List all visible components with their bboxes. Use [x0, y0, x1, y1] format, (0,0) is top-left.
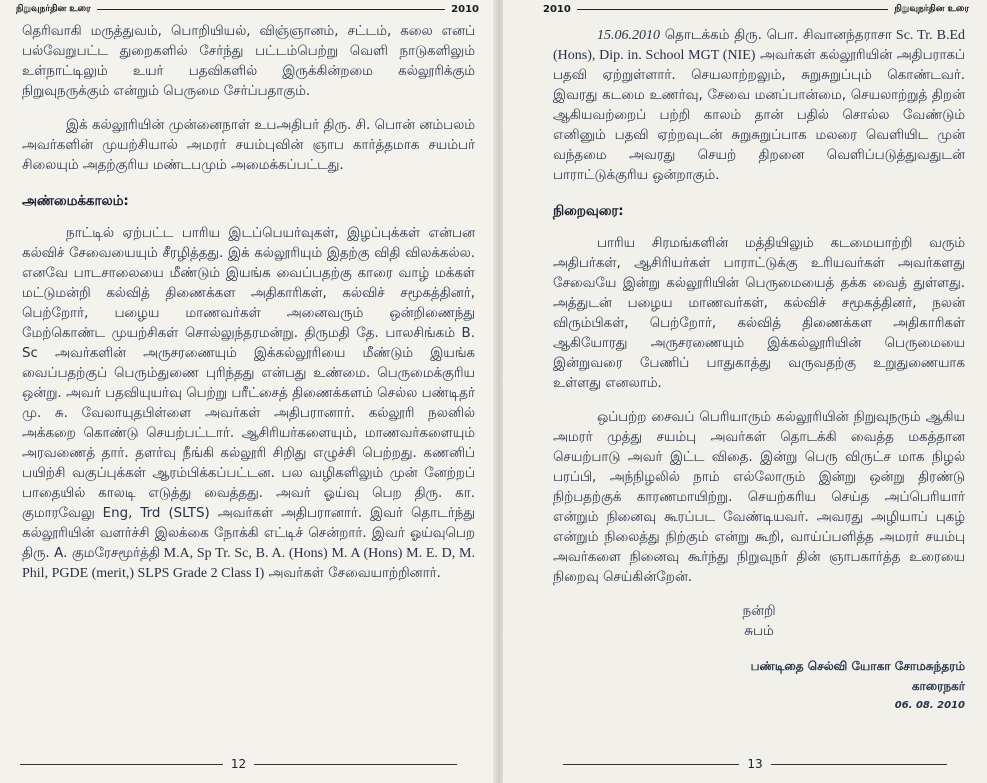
right-section-heading: நிறைவுரை:	[553, 204, 624, 219]
right-footer-rule-left	[563, 764, 739, 765]
right-paragraph-1	[553, 26, 965, 186]
right-paragraph-3: ஒப்பற்ற சைவப் பெரியாரும் கல்லூரியின் நிறுவுநரும் ஆகிய அமரர் முத்து சயம்பு அவர்கள் தொடக்கி வைத்த மகத்தான செயற்பாடு அவர் இட்ட விதை. இன்று பெரு விருட்ச மாக நிழல் பரப்பி, அந்நிழலில் நாம் எல்லோரும் இன்று ஒன்று திரண்டு நிற்பதற்குக் காரணமாயிற்று. செயற்கரிய செய்த அப்பெரியார் என்றும் நினைவு கூரப்பட வேண்டியவர். அவரது அழியாப் புகழ் என்றும் நிலைத்து நிற்கும் என்று கூறி, வாய்ப்பளித்த அமரர் சயம்பு அவர்களை நினைவு கூர்ந்து நிறுவுநர் தின் ஞாபகார்த்த உரையை நிறைவு செய்கின்றேன்.	[553, 410, 965, 585]
thanks-line: நன்றி	[742, 604, 776, 619]
left-paragraph-3-latin: M.A, Sp Tr. Sc, B. A. (Hons) M. A (Hons) M. E. D, M. Phil, PGDE (merit,) SLPS Grade 2 Class I)	[22, 546, 475, 581]
signature-name: பண்டிதை செல்வி யோகா சோமசுந்தரம்	[750, 659, 965, 673]
left-running-head	[16, 4, 479, 15]
right-paragraph-1-latin: Sc. Tr. B.Ed (Hons), Dip. in. School MGT (NIE)	[553, 28, 965, 63]
right-paragraph-2: பாரிய சிரமங்களின் மத்தியிலும் கடமையாற்றி வரும் அதிபர்கள், ஆசிரியர்கள் பாராட்டுக்கு உரியவர்கள் அவர்களது சேவையே இன்று கல்லூரியின் பெருமையைத் தக்க வைத் துள்ளது. அத்துடன் பழைய மாணவர்கள், கல்விச் சமூகத்தினர், நலன் விரும்பிகள், பெற்றோர், கல்வித் திணைக்கள அதிகாரிகள் ஆகியோரது அருசரணையும் இக்கல்லூரியின் பெருமையை இன்றுவரை பேணிப் பாதுகாத்து வருவதற்கு உறுதுணையாக உள்ளது எனலாம்.	[553, 236, 965, 391]
left-footer-rule-right	[254, 764, 457, 765]
left-running-head-title: நிறுவுநர்தின உரை	[16, 4, 91, 14]
closing-line: சுபம்	[744, 624, 774, 639]
right-page-number: 13	[747, 757, 763, 771]
right-footer-rule-right	[771, 764, 947, 765]
left-paragraph-2: இக் கல்லூரியின் முன்னைநாள் உபஅதிபர் திரு. சி. பொன் னம்பலம் அவர்களின் முயற்சியால் அமரர் சயம்புவின் ஞாப கார்த்தமாக சயம்பர் சிலையும் அதற்குரிய மண்டபமும் அமைக்கப்பட்டது.	[22, 118, 475, 173]
right-page	[503, 0, 987, 783]
left-page-number: 12	[230, 757, 247, 771]
right-paragraph-1-b: அவர்கள் கல்லூரியின் அதிபராகப் பதவி ஏற்றுள்ளார். செயலாற்றலும், சுறுசுறுப்பும் கொண்டவர். இவரது கடமை உணர்வு, சேவை மனப்பான்மை, செயலாற்றுத் திறன் ஆகியவற்றைப் பற்றி காலம் தான் பதில் சொல்ல வேண்டும் எனினும் பதவி ஏற்றவுடன் சுறுசுறுப்பாக மலரை வெளியிட முன் வந்தமை அவரது செயற் திறனை வெளிப்படுத்துவதுடன் பாராட்டுக்குரிய ஒன்றாகும்.	[553, 48, 965, 183]
left-paragraph-3-tamil: நாட்டில் ஏற்பட்ட பாரிய இடப்பெயர்வுகள், இழப்புக்கள் என்பன கல்விச் சேவையையும் சீரழித்தது. இக் கல்லூரியும் இதற்கு விதி விலக்கல்ல. எனவே பாடசாலையை மீண்டும் இயங்க வைப்பதற்கு காரை வாழ் மக்கள் மட்டுமன்றி கல்வித் திணைக்கள அதிகாரிகள், கல்விச் சமூகத்தினர், பெற்றோர், பழைய மாணவர்கள் அனைவரும் ஒன்றிணைந்து மேற்கொண்ட முயற்சிகள் சொல்லுந்தரமன்று. திருமதி தே. பாலசிங்கம் B. Sc அவர்களின் அருசரணையும் இக்கல்லூரியை மீண்டும் இயங்க வைப்பதற்குப் பெரும்துணை புரிந்தது என்பது உண்மை. பெருமைக்குரிய ஒன்று. அவர் பதவியுயர்வு பெற்று பரீட்சைத் திணைக்களம் செல்ல பண்டிதர் மு. சு. வேலாயுதபிள்ளை அவர்கள் அதிபரானார். கல்லூரி நலனில் அக்கறை கொண்டு செயற்பட்டார். ஆசிரியர்களையும், மாணவர்களையும் அரவணைத் தார். தளர்வு நீங்கி கல்லூரி சிறிது எழுச்சி பெற்றது. கணனிப் பயிற்சி வகுப்புக்கள் ஆரம்பிக்கப்பட்டன. பல வழிகளிலும் முன் னேற்றப் பாதையில் காலடி எடுத்து வைத்தது. அவர் ஓய்வு பெற திரு. கா. குமாரவேலு Eng, Trd (SLTS) அவர்கள் அதிபரானார். இவர் தொடர்ந்து கல்லூரியின் வளர்ச்சி இலக்கை நோக்கி எட்டிச் சென்றார். இவர் ஓய்வுபெற திரு. A. குமரேசமூர்த்தி	[22, 226, 475, 561]
signature-place: காரைநகர்	[911, 679, 965, 693]
left-paragraph-3	[22, 224, 475, 584]
left-running-head-year: 2010	[451, 4, 479, 15]
right-running-head-rule	[577, 9, 889, 10]
left-paragraph-3-end: அவர்கள் சேவையாற்றினார்.	[264, 566, 441, 581]
right-paragraph-1-a: தொடக்கம் திரு. பொ. சிவானந்தராசா	[660, 28, 892, 43]
right-paragraph-1-date: 15.06.2010	[597, 28, 660, 43]
right-body-text	[553, 26, 965, 716]
left-page-footer	[20, 757, 457, 771]
right-running-head	[543, 4, 969, 15]
right-running-head-year: 2010	[543, 4, 571, 15]
left-body-text	[22, 22, 475, 598]
right-page-footer	[563, 757, 947, 771]
left-footer-rule-left	[20, 764, 223, 765]
left-running-head-rule	[97, 9, 446, 10]
right-running-head-title: நிறுவுநர்தின உரை	[894, 4, 969, 14]
signature-date: 06. 08. 2010	[894, 700, 965, 711]
left-paragraph-continued: தெரிவாகி மருத்துவம், பொறியியல், விஞ்ஞானம், சட்டம், கலை எனப் பல்வேறுபட்ட துறைகளில் சேர்ந்து பட்டம்பெற்று வெளி நாடுகளிலும் உள்நாட்டிலும் உயர் பதவிகளில் இருக்கின்றமை கல்லூரிக்கும் நிறுவுநருக்கும் என்றும் பெருமை சேர்ப்பதாகும்.	[22, 24, 475, 99]
left-section-heading: அண்மைக்காலம்:	[22, 194, 129, 209]
